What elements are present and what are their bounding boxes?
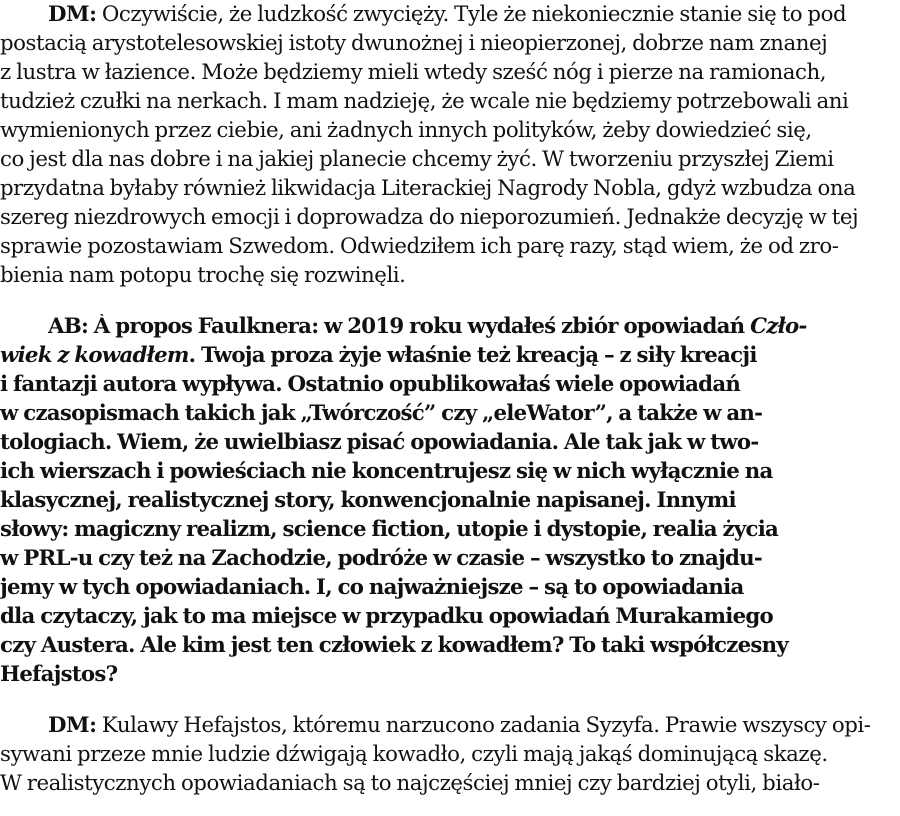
speaker-label: DM: [48,713,97,738]
text-line [48,2,900,27]
text-line: bienia nam potopu trochę się rozwinęli. [0,263,406,288]
text-line [0,343,900,368]
text-line [48,314,900,339]
text-line: ich wierszach i powieściach nie koncentrujesz się w nich wyłącznie na [0,459,773,484]
text-line: jemy w tych opowiadaniach. I, co najważniejsze – są to opowiadania [0,575,744,600]
book-title-part: wiek z kowadłem [0,343,189,368]
text-line: tologiach. Wiem, że uwielbiasz pisać opowiadania. Ale tak jak w two- [0,430,759,455]
text-line: W realistycznych opowiadaniach są to najczęściej mniej czy bardziej otyli, biało- [0,771,820,796]
text-line: klasycznej, realistycznej story, konwencjonalnie napisanej. Innymi [0,488,736,513]
text-line [48,713,900,738]
text-line: z lustra w łazience. Może będziemy mieli wtedy sześć nóg i pierze na ramionach, [0,60,827,85]
text-line: w PRL-u czy też na Zachodzie, podróże w czasie – wszystko to znajdu- [0,546,763,571]
text-line: postacią arystotelesowskiej istoty dwunożnej i nieopierzonej, dobrze nam znanej [0,31,828,56]
line-text: . Twoja proza żyje właśnie też kreacją – z siły kreacji [188,343,757,368]
text-line: sywani przeze mnie ludzie dźwigają kowadło, czyli mają jakąś dominującą skazę. [0,742,828,767]
text-line: i fantazji autora wypływa. Ostatnio opublikowałaś wiele opowiadań [0,372,741,397]
line-text: Oczywiście, że ludzkość zwycięży. Tyle że niekoniecznie stanie się to pod [96,2,847,27]
text-line: sprawie pozostawiam Szwedom. Odwiedziłem ich parę razy, stąd wiem, że od zro- [0,234,839,259]
text-line: szereg niezdrowych emocji i doprowadza do nieporozumień. Jednakże decyzję w tej [0,205,859,230]
text-line: tudzież czułki na nerkach. I mam nadzieję, że wcale nie będziemy potrzebowali ani [0,89,849,114]
text-line: dla czytaczy, jak to ma miejsce w przypadku opowiadań Murakamiego [0,604,774,629]
text-line: przydatna byłaby również likwidacja Literackiej Nagrody Nobla, gdyż wzbudza ona [0,176,856,201]
text-line: Hefajstos? [0,662,118,687]
line-text: AB: À propos Faulknera: w 2019 roku wydałeś zbiór opowiadań [48,314,751,339]
text-line: co jest dla nas dobre i na jakiej planecie chcemy żyć. W tworzeniu przyszłej Ziemi [0,147,834,172]
text-line: wymienionych przez ciebie, ani żadnych innych polityków, żeby dowiedzieć się, [0,118,812,143]
text-line: słowy: magiczny realizm, science fiction, utopie i dystopie, realia życia [0,517,779,542]
text-line: czy Austera. Ale kim jest ten człowiek z kowadłem? To taki współczesny [0,633,789,658]
book-title-part: Czło- [750,314,807,339]
text-line: w czasopismach takich jak „Twórczość” czy „eleWator”, a także w an- [0,401,763,426]
line-text: Kulawy Hefajstos, któremu narzucono zadania Syzyfa. Prawie wszyscy opi- [96,713,871,738]
speaker-label: DM: [48,2,97,27]
